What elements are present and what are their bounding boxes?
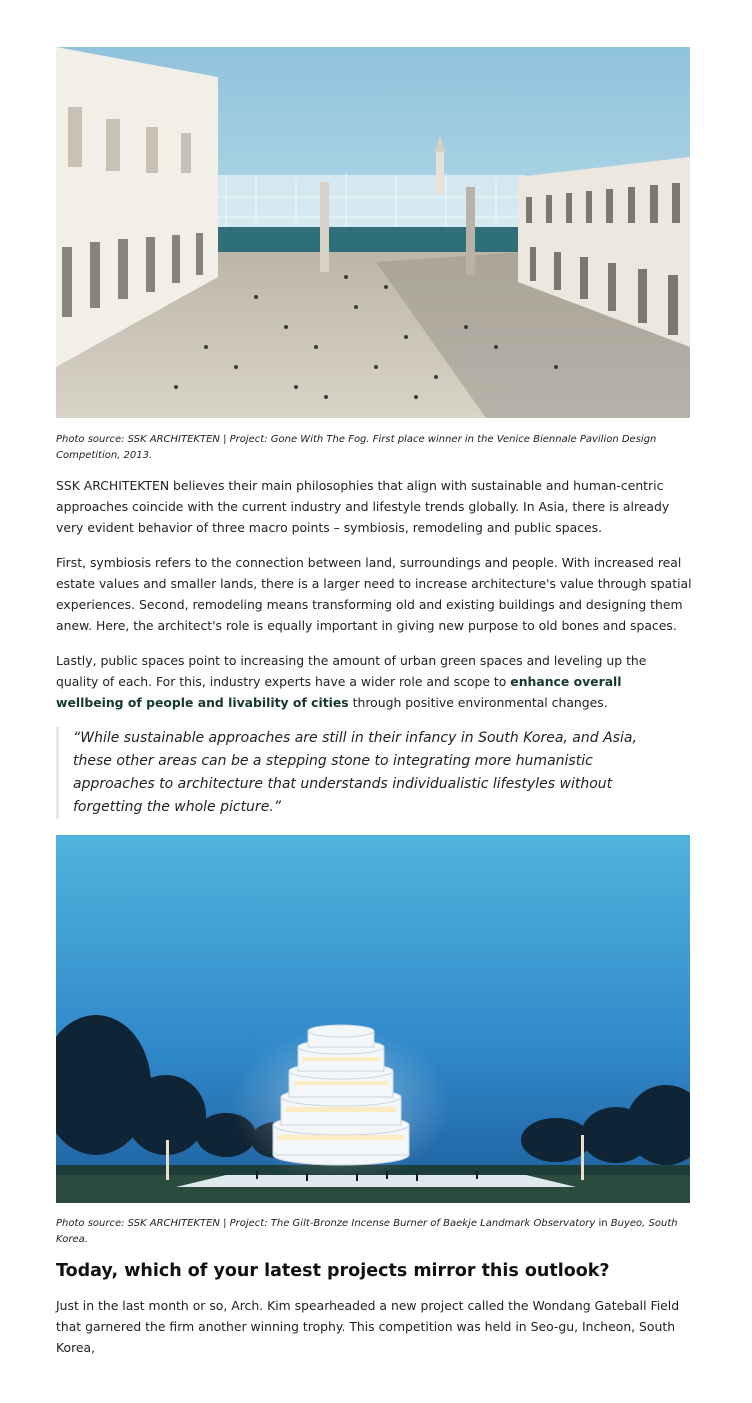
paragraph-3-text-before: Lastly, public spaces point to increasing the amount of urban green spaces and leveling up the quality of each. For this, industry experts have a wider role and scope to [56, 653, 647, 689]
observatory-render-illustration [56, 835, 690, 1203]
paragraph-3 [56, 650, 692, 713]
figure1-caption: Photo source: SSK ARCHITEKTEN | Project: Gone With The Fog. First place winner in the Venice Biennale Pavilion Design Competition, 2013. [56, 434, 657, 461]
observatory-render-image [56, 835, 690, 1203]
venice-render-image [56, 47, 690, 418]
paragraph-1: SSK ARCHITEKTEN believes their main philosophies that align with sustainable and human-centric approaches coincide with the current industry and lifestyle trends globally. In Asia, there is already very evident behavior of three macro points – symbiosis, remodeling and public spaces. [56, 478, 670, 535]
paragraph-3-text-after: through positive environmental changes. [348, 695, 608, 710]
section-heading: Today, which of your latest projects mirror this outlook? [56, 1261, 610, 1281]
figure2-caption-in: in [595, 1218, 611, 1229]
wellbeing-link[interactable]: enhance overall wellbeing of people and livability of cities [56, 674, 622, 710]
figure2-caption [56, 1216, 686, 1248]
figure2-caption-italic: Photo source: SSK ARCHITEKTEN | Project: The Gilt-Bronze Incense Burner of Baekje Landmark Observatory [56, 1218, 596, 1229]
venice-render-illustration [56, 47, 690, 418]
pull-quote: “While sustainable approaches are still in their infancy in South Korea, and Asia, these other areas can be a stepping stone to integrating more humanistic approaches to architecture that understands individualistic lifestyles without forgetting the whole picture.” [56, 727, 666, 819]
paragraph-2: First, symbiosis refers to the connection between land, surroundings and people. With increased real estate values and smaller lands, there is a larger need to increase architecture's value through spatial experiences. Second, remodeling means transforming old and existing buildings and designing them anew. Here, the architect's role is equally important in giving new purpose to old bones and spaces. [56, 555, 692, 633]
figure2-caption-location: Buyeo, South Korea. [56, 1218, 678, 1245]
paragraph-last: Just in the last month or so, Arch. Kim spearheaded a new project called the Wondang Gateball Field that garnered the firm another winning trophy. This competition was held in Seo-gu, Incheon, South Korea, [56, 1298, 680, 1355]
